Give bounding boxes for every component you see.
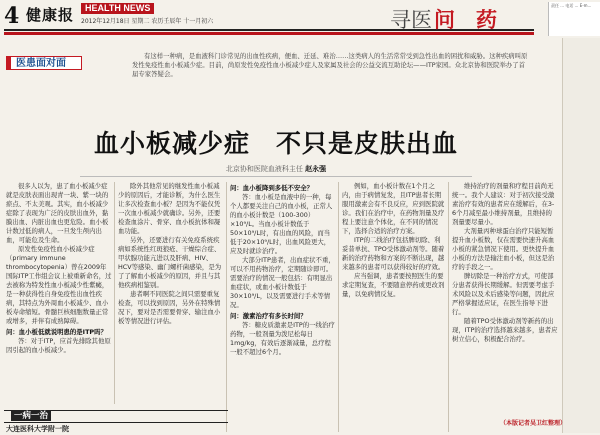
adjacent-page-edge — [562, 38, 600, 433]
column-divider — [338, 182, 339, 432]
article-paragraph: 随着TPO受体激动剂等新药的出现，ITP的治疗选择越来越多，患者应树立信心，积极配合治疗。 — [452, 317, 558, 343]
article-paragraph: 答：糖皮质激素是ITP的一线治疗药物，一般剂量为泼尼松每日1mg/kg，有效后逐渐减量，总疗程一般不超过6个月。 — [230, 321, 335, 356]
qa-question: 问：激素治疗有多长时间？ — [230, 312, 307, 320]
qa-question: 问：血小板降到多低不安全？ — [230, 184, 314, 192]
article-paragraph: 除外其他常见的继发性血小板减少的原因后，才能诊断，为什么医生让多次检查血小板？是因为不能仅凭一次血小板减少就确诊。另外，还要检查血涂片、骨穿、血小板抗体和凝血功能。 — [118, 182, 221, 235]
page-number: 4 — [4, 3, 20, 29]
article-paragraph: 原发性免疫性血小板减少症（primary immune thrombocytopenia）曾在2009年国际ITP工作组会议上被重新命名，过去被称为特发性血小板减少性紫癜，是一种获得性自身免疫性出血性疾病，其特点为外周血小板减少、血小板寿命缩短。骨髓巨核细胞数量正常或增多，并伴有成熟障碍。 — [6, 245, 112, 325]
article-lead: 有这样一种病，是血液科门诊常见的出血性疾病，便血、迁延、难治……这类病人的生活常常受到急性出血的困扰和威胁。这种疾病叫原发性免疫性血小板减少症。目前，尚原发性免疫性血小板减少症人及家属及社会的公益交流互助论坛——ITP家园。众北京协和医院举办了首届专家答疑会。 — [132, 52, 528, 79]
article-headline: 血小板减少症 不只是皮肤出血 — [93, 129, 458, 158]
newspaper-logo: 健康报 — [26, 6, 75, 24]
sub-section-byline: 大连医科大学附一院 — [6, 425, 69, 433]
article-column-2 — [118, 182, 224, 404]
byline-rule — [80, 176, 472, 177]
article-paragraph: 答：对于ITP，应首先排除其他原因引起的血小板减少。 — [6, 337, 111, 354]
column-label: 医患面对面 — [6, 56, 82, 70]
column-divider — [114, 182, 115, 404]
article-paragraph: 应当强调，患者要按照医生的要求定期复查，不要随意停药或更改剂量，以免病情反复。 — [342, 272, 445, 298]
issue-date-line: 2012年12月18日 星期二 农历壬辰年 十一月初六 — [81, 18, 214, 25]
column-divider — [226, 182, 227, 432]
article-paragraph: 脾切除是一种治疗方式，可使部分患者获得长期缓解。但需要考虑手术风险以及术后感染等问题，因此应严格掌握适应证，在医生指导下进行。 — [452, 272, 555, 316]
byline-name: 赵永强 — [305, 165, 327, 173]
sub-section-header — [4, 410, 228, 423]
article-paragraph: 大部分ITP患者，出血症状不重，可以不用药物治疗，定期随诊即可。需要治疗的情况一般包括：有明显出血症状，或血小板计数低于30×10⁹/L，以及需要进行手术等情况。 — [230, 256, 335, 309]
qa-question: 问：血小板低就说明患的是ITP吗？ — [6, 328, 107, 336]
article-paragraph: 另外，还要进行有关免疫系统疾病如系统性红斑狼疮、干燥综合症、甲状腺功能亢进以及肝病、HIV、HCV等感染、幽门螺杆菌感染，是为了了解血小板减少的原因，并且与其他疾病相鉴别。 — [118, 236, 222, 289]
article-paragraph: 大剂量丙种球蛋白治疗只能短暂提升血小板数，仅在需要快速升高血小板的紧急情况下使用。更快提升血小板的方法是输注血小板，但这是治疗的手段之一。 — [452, 227, 555, 271]
section-title-part1: 寻医 — [390, 8, 432, 32]
section-title-part3: 药 — [476, 7, 497, 32]
section-title-part2: 问 — [434, 7, 455, 32]
editor-note: （本版记者吴卫红整理） — [500, 420, 567, 427]
article-paragraph: ITP的二线治疗包括脾切除、利妥昔单抗、TPO受体激动剂等。随着新的治疗药物和方案的不断出现，越来越多的患者可以获得较好的疗效。 — [342, 236, 445, 271]
article-byline — [0, 164, 552, 174]
article-column-4 — [342, 182, 446, 432]
column-divider — [448, 182, 449, 432]
editor-info-box: 责任 ... 电话 ... E-m... — [548, 2, 600, 36]
article-paragraph: 维持治疗的剂量和疗程目前尚无统一。我个人建议：对于初次接受激素治疗有效的患者应在缓解后，在3-6个月减至最小维持剂量，且维持的剂量要尽量小。 — [452, 182, 555, 226]
article-paragraph: 例如，血小板计数在1个月之内，由于病情复发，且ITP患者长期服用激素会有不良反应，应到医院就诊。我们在治疗中，在药物剂量及疗程上要注意个体化，在不同的情况下，选择合适的治疗方案。 — [342, 182, 445, 235]
article-column-5 — [452, 182, 558, 432]
byline-org: 北京协和医院血液科主任 — [225, 165, 303, 173]
article-column-1 — [6, 182, 112, 404]
article-paragraph: 很多人以为，患了血小板减少症就是皮肤表面出现青一块、紫一块的瘀点、不太美观。其实，血小板减少症除了表现为广泛的皮肤出血外，黏膜出血、内脏出血也更危险。血小板计数过低的病人，一旦发生颅内出血，可能危及生命。 — [6, 182, 109, 244]
article-paragraph: 患者啊不同医院之间只需要重复检查，可以找到原因，另外在特殊情况下，要对是否需要骨穿、输注血小板等情况进行评估。 — [118, 290, 221, 325]
sub-section-title: 一病一治 — [11, 411, 51, 421]
article-paragraph: 答：血小板是血液中的一种，每个人都要关注自己的血小板，正常人的血小板计数是（100-300）×10⁹/L。当血小板计数低于50×10⁹/L时，有出血的风险，而当低于20×10⁹/L时，出血风险更大，应及时就诊治疗。 — [230, 193, 333, 255]
article-column-3 — [230, 182, 336, 432]
english-name-badge: HEALTH NEWS — [81, 3, 154, 14]
